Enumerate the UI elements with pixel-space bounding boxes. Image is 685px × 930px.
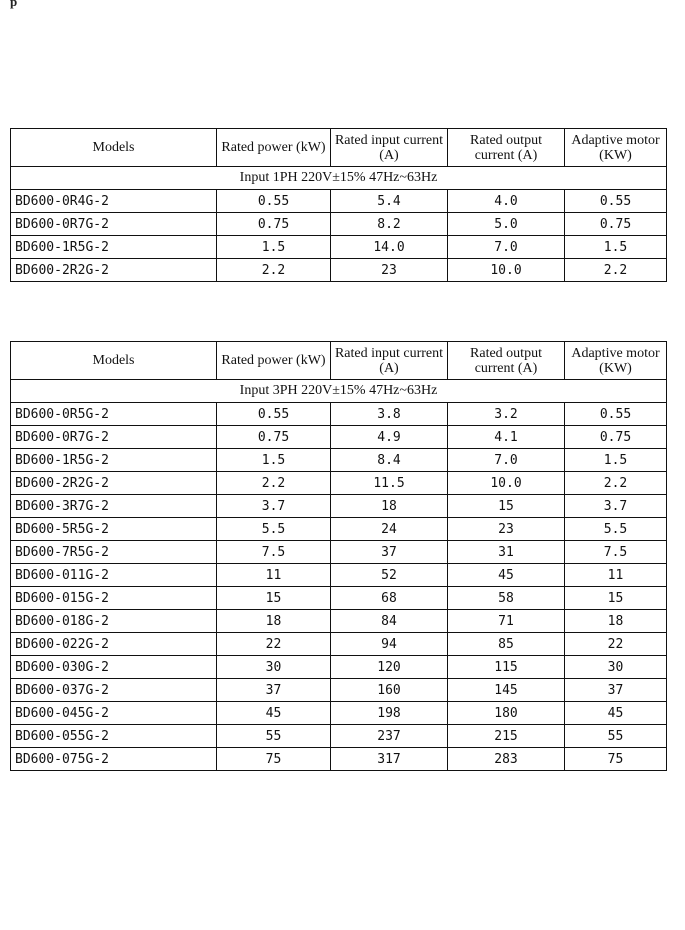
header-row <box>11 342 667 380</box>
table-row <box>11 495 667 518</box>
model-cell: BD600-011G-2 <box>11 564 217 587</box>
adaptive-motor-cell: 0.55 <box>565 403 667 426</box>
adaptive-motor-cell: 2.2 <box>565 472 667 495</box>
model-cell: BD600-5R5G-2 <box>11 518 217 541</box>
rated-power-cell: 22 <box>217 633 331 656</box>
table-row <box>11 633 667 656</box>
table-row <box>11 472 667 495</box>
rated-power-cell: 15 <box>217 587 331 610</box>
adaptive-motor-cell: 1.5 <box>565 449 667 472</box>
section-row <box>11 167 667 190</box>
table-row <box>11 518 667 541</box>
header-models: Models <box>11 129 217 167</box>
rated-input-current-cell: 4.9 <box>331 426 448 449</box>
table-row <box>11 679 667 702</box>
header-row <box>11 129 667 167</box>
model-cell: BD600-075G-2 <box>11 748 217 771</box>
adaptive-motor-cell: 37 <box>565 679 667 702</box>
model-cell: BD600-3R7G-2 <box>11 495 217 518</box>
model-cell: BD600-2R2G-2 <box>11 259 217 282</box>
rated-input-current-cell: 24 <box>331 518 448 541</box>
model-cell: BD600-0R7G-2 <box>11 213 217 236</box>
rated-input-current-cell: 52 <box>331 564 448 587</box>
model-cell: BD600-1R5G-2 <box>11 449 217 472</box>
rated-output-current-cell: 4.1 <box>448 426 565 449</box>
rated-input-current-cell: 23 <box>331 259 448 282</box>
rated-output-current-cell: 7.0 <box>448 236 565 259</box>
section-row <box>11 380 667 403</box>
table-row <box>11 213 667 236</box>
adaptive-motor-cell: 7.5 <box>565 541 667 564</box>
rated-input-current-cell: 3.8 <box>331 403 448 426</box>
rated-input-current-cell: 14.0 <box>331 236 448 259</box>
rated-power-cell: 37 <box>217 679 331 702</box>
header-models: Models <box>11 342 217 380</box>
model-cell: BD600-2R2G-2 <box>11 472 217 495</box>
rated-power-cell: 1.5 <box>217 449 331 472</box>
rated-output-current-cell: 3.2 <box>448 403 565 426</box>
header-rated-input-current: Rated input current (A) <box>331 129 448 167</box>
table-row <box>11 449 667 472</box>
rated-output-current-cell: 7.0 <box>448 449 565 472</box>
rated-power-cell: 2.2 <box>217 472 331 495</box>
rated-input-current-cell: 5.4 <box>331 190 448 213</box>
rated-input-current-cell: 11.5 <box>331 472 448 495</box>
table-row <box>11 610 667 633</box>
rated-input-current-cell: 317 <box>331 748 448 771</box>
rated-output-current-cell: 10.0 <box>448 472 565 495</box>
model-cell: BD600-037G-2 <box>11 679 217 702</box>
rated-input-current-cell: 120 <box>331 656 448 679</box>
rated-power-cell: 0.75 <box>217 426 331 449</box>
model-cell: BD600-0R5G-2 <box>11 403 217 426</box>
model-cell: BD600-022G-2 <box>11 633 217 656</box>
rated-power-cell: 45 <box>217 702 331 725</box>
header-rated-output-current: Rated output current (A) <box>448 342 565 380</box>
rated-input-current-cell: 198 <box>331 702 448 725</box>
table-row <box>11 259 667 282</box>
model-cell: BD600-055G-2 <box>11 725 217 748</box>
rated-output-current-cell: 115 <box>448 656 565 679</box>
rated-power-cell: 18 <box>217 610 331 633</box>
rated-output-current-cell: 180 <box>448 702 565 725</box>
rated-input-current-cell: 237 <box>331 725 448 748</box>
header-rated-power: Rated power (kW) <box>217 129 331 167</box>
rated-power-cell: 55 <box>217 725 331 748</box>
rated-input-current-cell: 84 <box>331 610 448 633</box>
adaptive-motor-cell: 5.5 <box>565 518 667 541</box>
adaptive-motor-cell: 0.75 <box>565 213 667 236</box>
spec-table-1ph <box>10 128 667 282</box>
header-adaptive-motor: Adaptive motor (KW) <box>565 129 667 167</box>
rated-power-cell: 0.75 <box>217 213 331 236</box>
model-cell: BD600-030G-2 <box>11 656 217 679</box>
table-row <box>11 748 667 771</box>
adaptive-motor-cell: 2.2 <box>565 259 667 282</box>
adaptive-motor-cell: 55 <box>565 725 667 748</box>
rated-output-current-cell: 5.0 <box>448 213 565 236</box>
header-adaptive-motor: Adaptive motor (KW) <box>565 342 667 380</box>
section-label: Input 3PH 220V±15% 47Hz~63Hz <box>11 380 667 403</box>
rated-input-current-cell: 94 <box>331 633 448 656</box>
model-cell: BD600-1R5G-2 <box>11 236 217 259</box>
rated-power-cell: 3.7 <box>217 495 331 518</box>
model-cell: BD600-045G-2 <box>11 702 217 725</box>
rated-power-cell: 0.55 <box>217 403 331 426</box>
adaptive-motor-cell: 0.75 <box>565 426 667 449</box>
rated-input-current-cell: 68 <box>331 587 448 610</box>
rated-output-current-cell: 31 <box>448 541 565 564</box>
adaptive-motor-cell: 18 <box>565 610 667 633</box>
rated-power-cell: 1.5 <box>217 236 331 259</box>
header-rated-input-current: Rated input current (A) <box>331 342 448 380</box>
adaptive-motor-cell: 3.7 <box>565 495 667 518</box>
rated-power-cell: 30 <box>217 656 331 679</box>
rated-output-current-cell: 4.0 <box>448 190 565 213</box>
model-cell: BD600-7R5G-2 <box>11 541 217 564</box>
rated-power-cell: 2.2 <box>217 259 331 282</box>
rated-output-current-cell: 10.0 <box>448 259 565 282</box>
rated-power-cell: 0.55 <box>217 190 331 213</box>
rated-power-cell: 11 <box>217 564 331 587</box>
rated-input-current-cell: 18 <box>331 495 448 518</box>
top-text-fragment: p <box>10 0 18 9</box>
table-row <box>11 541 667 564</box>
table-row <box>11 725 667 748</box>
model-cell: BD600-0R7G-2 <box>11 426 217 449</box>
rated-output-current-cell: 215 <box>448 725 565 748</box>
table-row <box>11 702 667 725</box>
spec-table-3ph <box>10 341 667 771</box>
rated-output-current-cell: 23 <box>448 518 565 541</box>
rated-power-cell: 5.5 <box>217 518 331 541</box>
rated-output-current-cell: 145 <box>448 679 565 702</box>
model-cell: BD600-015G-2 <box>11 587 217 610</box>
header-rated-output-current: Rated output current (A) <box>448 129 565 167</box>
rated-output-current-cell: 45 <box>448 564 565 587</box>
table-row <box>11 190 667 213</box>
table-row <box>11 587 667 610</box>
rated-output-current-cell: 58 <box>448 587 565 610</box>
section-label: Input 1PH 220V±15% 47Hz~63Hz <box>11 167 667 190</box>
rated-power-cell: 7.5 <box>217 541 331 564</box>
rated-input-current-cell: 160 <box>331 679 448 702</box>
adaptive-motor-cell: 0.55 <box>565 190 667 213</box>
adaptive-motor-cell: 1.5 <box>565 236 667 259</box>
rated-power-cell: 75 <box>217 748 331 771</box>
rated-output-current-cell: 283 <box>448 748 565 771</box>
rated-output-current-cell: 15 <box>448 495 565 518</box>
adaptive-motor-cell: 22 <box>565 633 667 656</box>
rated-input-current-cell: 8.4 <box>331 449 448 472</box>
rated-input-current-cell: 37 <box>331 541 448 564</box>
adaptive-motor-cell: 11 <box>565 564 667 587</box>
rated-output-current-cell: 71 <box>448 610 565 633</box>
model-cell: BD600-0R4G-2 <box>11 190 217 213</box>
table-row <box>11 236 667 259</box>
table-row <box>11 403 667 426</box>
rated-input-current-cell: 8.2 <box>331 213 448 236</box>
header-rated-power: Rated power (kW) <box>217 342 331 380</box>
table-row <box>11 656 667 679</box>
rated-output-current-cell: 85 <box>448 633 565 656</box>
adaptive-motor-cell: 15 <box>565 587 667 610</box>
table-row <box>11 426 667 449</box>
table-row <box>11 564 667 587</box>
adaptive-motor-cell: 45 <box>565 702 667 725</box>
adaptive-motor-cell: 30 <box>565 656 667 679</box>
adaptive-motor-cell: 75 <box>565 748 667 771</box>
model-cell: BD600-018G-2 <box>11 610 217 633</box>
